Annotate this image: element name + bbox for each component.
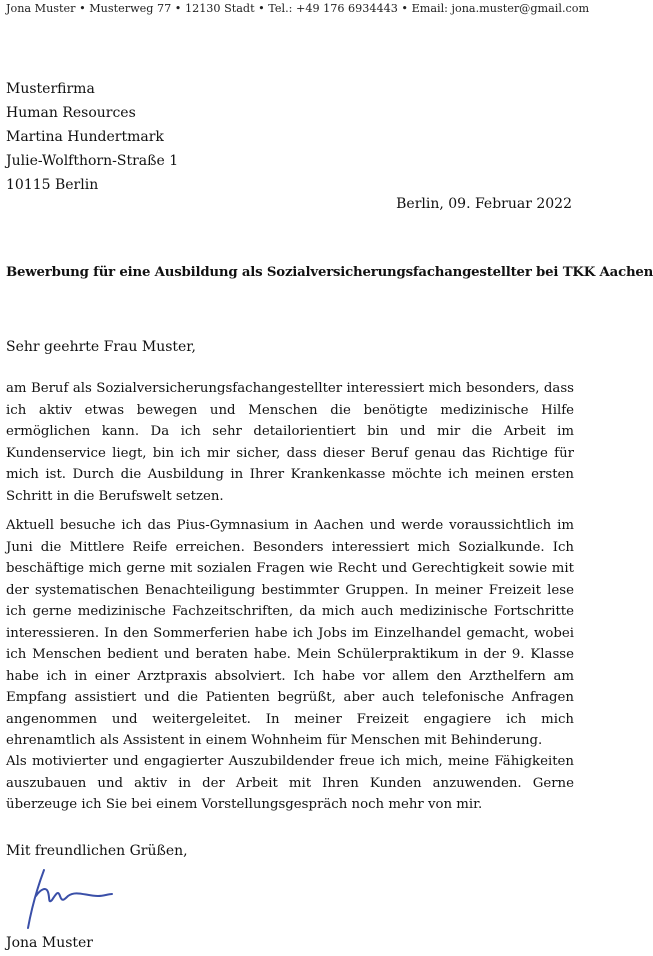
- salutation: Sehr geehrte Frau Muster,: [6, 339, 196, 355]
- sender-contact-line: Jona Muster • Musterweg 77 • 12130 Stadt • Tel.: +49 176 6934443 • Email: jona.muster@gmail.com: [6, 2, 590, 15]
- recipient-city: 10115 Berlin: [6, 177, 99, 193]
- letter-date: Berlin, 09. Februar 2022: [396, 196, 572, 212]
- letter-subject: Bewerbung für eine Ausbildung als Sozialversicherungsfachangestellter bei TKK Aachen: [6, 265, 653, 280]
- recipient-street: Julie-Wolfthorn-Straße 1: [6, 153, 179, 169]
- recipient-department: Human Resources: [6, 105, 136, 121]
- body-paragraph-1: am Beruf als Sozialversicherungsfachangestellter interessiert mich besonders, dass ich aktiv etwas bewegen und Menschen die benötigte medizinische Hilfe ermöglichen kann. Da ich sehr detailorientiert bin und mir die Arbeit im Kundenservice liegt, bin ich mir sicher, dass dieser Beruf genau das Richtige für mich ist. Durch die Ausbildung in Ihrer Krankenkasse möchte ich meinen ersten Schritt in die Berufswelt setzen.: [6, 381, 574, 504]
- recipient-company: Musterfirma: [6, 81, 95, 97]
- recipient-address-block: [6, 77, 178, 197]
- signature-icon: [6, 866, 116, 934]
- closing-phrase: Mit freundlichen Grüßen,: [6, 843, 188, 859]
- body-paragraph-3: Als motivierter und engagierter Auszubildender freue ich mich, meine Fähigkeiten auszubauen und aktiv in der Arbeit mit Ihren Kunden anzuwenden. Gerne überzeuge ich Sie bei einem Vorstellungsgespräch noch mehr von mir.: [6, 754, 574, 812]
- body-paragraph-2: Aktuell besuche ich das Pius-Gymnasium in Aachen und werde voraussichtlich im Juni die Mittlere Reife erreichen. Besonders interessiert mich Sozialkunde. Ich beschäftige mich gerne mit sozialen Fragen wie Recht und Gerechtigkeit sowie mit der systematischen Benachteiligung bestimmter Gruppen. In meiner Freizeit lese ich gerne medizinische Fachzeitschriften, da mich auch medizinische Fortschritte interessieren. In den Sommerferien habe ich Jobs im Einzelhandel gemacht, wobei ich Menschen bedient und beraten habe. Mein Schülerpraktikum in der 9. Klasse habe ich in einer Arztpraxis absolviert. Ich habe vor allem den Arzthelfern am Empfang assistiert und die Patienten begrüßt, aber auch telefonische Anfragen angenommen und weitergeleitet. In meiner Freizeit engagiere ich mich ehrenamtlich als Assistent in einem Wohnheim für Menschen mit Behinderung.: [6, 518, 574, 748]
- signer-name: Jona Muster: [6, 935, 93, 951]
- recipient-contact: Martina Hundertmark: [6, 129, 164, 145]
